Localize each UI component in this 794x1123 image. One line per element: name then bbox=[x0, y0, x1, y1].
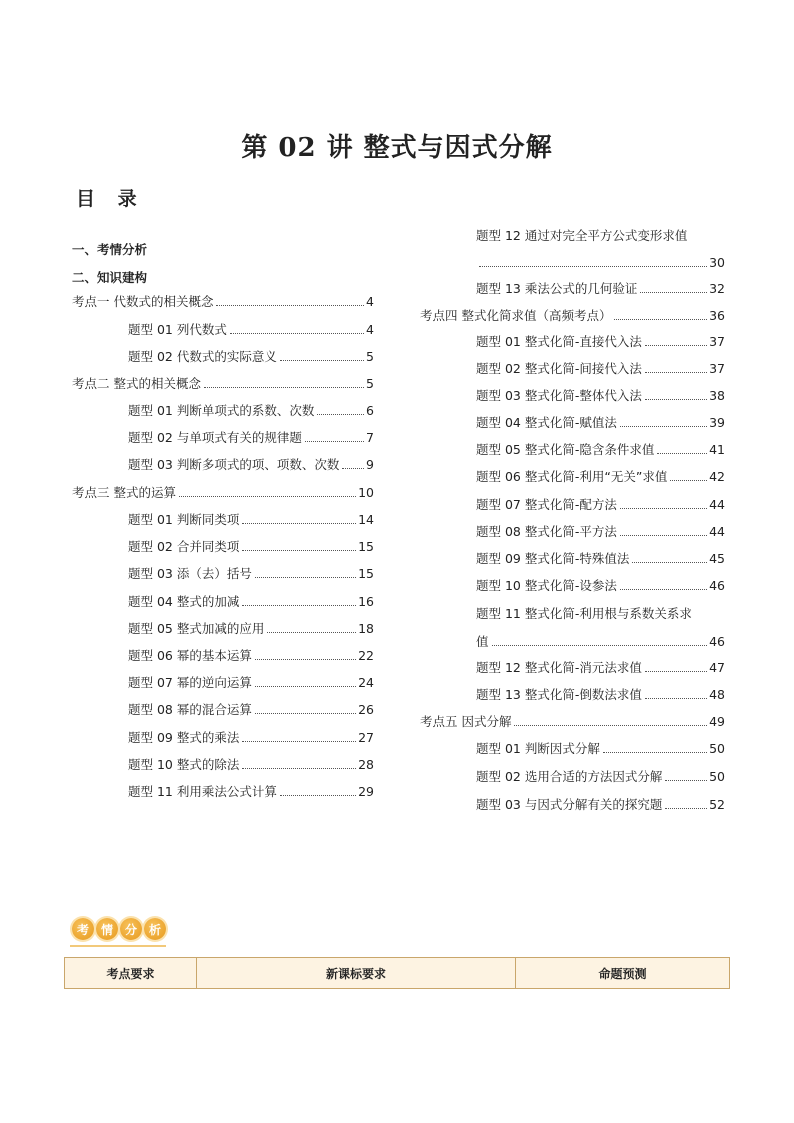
toc-leader-dots bbox=[614, 319, 707, 320]
toc-entry-label: 题型 02 整式化简-间接代入法 bbox=[476, 361, 642, 376]
toc-leader-dots bbox=[632, 562, 707, 563]
toc-page-number: 29 bbox=[358, 784, 374, 799]
toc-leader-dots bbox=[179, 496, 356, 497]
table-header-cell: 考点要求 bbox=[65, 958, 197, 989]
toc-entry-label: 题型 12 整式化简-消元法求值 bbox=[476, 660, 642, 675]
toc-page-number: 48 bbox=[709, 687, 725, 702]
toc-entry[interactable] bbox=[72, 780, 374, 800]
toc-leader-dots bbox=[514, 725, 707, 726]
toc-entry-label: 题型 05 整式加减的应用 bbox=[128, 621, 265, 636]
toc-entry-label: 考点四 整式化简求值（高频考点） bbox=[420, 308, 612, 323]
badge-char: 情 bbox=[96, 918, 118, 940]
toc-entry-label: 题型 03 整式化简-整体代入法 bbox=[476, 388, 642, 403]
badge-underline bbox=[70, 945, 166, 947]
toc-page-number: 22 bbox=[358, 648, 374, 663]
analysis-table bbox=[64, 957, 730, 989]
table-header-row bbox=[65, 958, 730, 989]
toc-page-number: 5 bbox=[366, 376, 374, 391]
toc-entry-label: 考点二 整式的相关概念 bbox=[72, 376, 201, 391]
toc-entry-label: 值 bbox=[476, 634, 489, 649]
toc-entry[interactable] bbox=[72, 481, 374, 501]
toc-page-number: 52 bbox=[709, 797, 725, 812]
toc-leader-dots bbox=[280, 795, 356, 796]
toc-leader-dots bbox=[645, 399, 707, 400]
toc-entry[interactable] bbox=[72, 562, 374, 582]
toc-leader-dots bbox=[665, 808, 707, 809]
toc-entry-label: 题型 03 判断多项式的项、项数、次数 bbox=[128, 457, 340, 472]
toc-entry-label: 题型 01 判断单项式的系数、次数 bbox=[128, 403, 315, 418]
toc-entry-label: 考点一 代数式的相关概念 bbox=[72, 294, 214, 309]
toc-entry-label: 考点三 整式的运算 bbox=[72, 485, 176, 500]
toc-leader-dots bbox=[645, 372, 707, 373]
toc-page-number: 38 bbox=[709, 388, 725, 403]
toc-leader-dots bbox=[640, 292, 707, 293]
toc-page-number: 5 bbox=[366, 349, 374, 364]
toc-entry[interactable] bbox=[420, 737, 725, 757]
toc-leader-dots bbox=[645, 345, 707, 346]
toc-page-number: 44 bbox=[709, 524, 725, 539]
toc-page-number: 15 bbox=[358, 566, 374, 581]
toc-leader-dots bbox=[670, 480, 707, 481]
toc-page-number: 39 bbox=[709, 415, 725, 430]
badge-char: 考 bbox=[72, 918, 94, 940]
toc-entry-label: 题型 09 整式化简-特殊值法 bbox=[476, 551, 630, 566]
toc-page-number: 32 bbox=[709, 281, 725, 296]
toc-leader-dots bbox=[479, 266, 707, 267]
toc-page-number: 7 bbox=[366, 430, 374, 445]
toc-entry[interactable] bbox=[420, 683, 725, 703]
toc-page-number: 42 bbox=[709, 469, 725, 484]
toc-entry[interactable] bbox=[72, 426, 374, 446]
toc-entry[interactable] bbox=[72, 590, 374, 610]
toc-entry[interactable] bbox=[72, 508, 374, 528]
badge-char: 分 bbox=[120, 918, 142, 940]
toc-page-number: 18 bbox=[358, 621, 374, 636]
toc-page-number: 4 bbox=[366, 322, 374, 337]
toc-page-number: 45 bbox=[709, 551, 725, 566]
toc-leader-dots bbox=[620, 589, 707, 590]
toc-entry-label: 考点五 因式分解 bbox=[420, 714, 512, 729]
toc-entry[interactable] bbox=[72, 266, 374, 286]
toc-page-number: 37 bbox=[709, 334, 725, 349]
toc-leader-dots bbox=[317, 414, 364, 415]
toc-page-number: 46 bbox=[709, 634, 725, 649]
toc-entry[interactable] bbox=[420, 574, 725, 594]
toc-page-number: 4 bbox=[366, 294, 374, 309]
toc-heading: 目 录 bbox=[76, 188, 145, 210]
toc-entry[interactable] bbox=[420, 277, 725, 297]
toc-page-number: 27 bbox=[358, 730, 374, 745]
toc-leader-dots bbox=[267, 632, 356, 633]
toc-entry[interactable] bbox=[72, 617, 374, 637]
toc-entry[interactable] bbox=[72, 399, 374, 419]
toc-entry-label: 题型 02 与单项式有关的规律题 bbox=[128, 430, 302, 445]
toc-entry-label: 题型 05 整式化简-隐含条件求值 bbox=[476, 442, 655, 457]
toc-page-number: 49 bbox=[709, 714, 725, 729]
toc-entry[interactable] bbox=[72, 644, 374, 664]
toc-entry-label: 题型 02 合并同类项 bbox=[128, 539, 240, 554]
toc-leader-dots bbox=[255, 577, 356, 578]
toc-leader-dots bbox=[242, 550, 356, 551]
toc-leader-dots bbox=[216, 305, 364, 306]
toc-entry[interactable] bbox=[72, 726, 374, 746]
toc-entry[interactable] bbox=[420, 304, 725, 324]
toc-entry[interactable] bbox=[420, 357, 725, 377]
toc-entry-label: 题型 01 判断同类项 bbox=[128, 512, 240, 527]
toc-entry-label: 题型 06 幂的基本运算 bbox=[128, 648, 252, 663]
toc-entry-label: 题型 04 整式的加减 bbox=[128, 594, 240, 609]
toc-entry[interactable] bbox=[420, 493, 725, 513]
toc-entry-label: 题型 04 整式化简-赋值法 bbox=[476, 415, 617, 430]
toc-entry[interactable] bbox=[420, 656, 725, 676]
toc-page-number: 14 bbox=[358, 512, 374, 527]
toc-leader-dots bbox=[645, 698, 707, 699]
toc-entry[interactable] bbox=[72, 671, 374, 691]
toc-page-number: 28 bbox=[358, 757, 374, 772]
toc-leader-dots bbox=[645, 671, 707, 672]
toc-entry[interactable] bbox=[72, 238, 374, 258]
toc-entry[interactable] bbox=[420, 224, 725, 244]
toc-leader-dots bbox=[620, 535, 707, 536]
toc-page-number: 50 bbox=[709, 769, 725, 784]
toc-leader-dots bbox=[204, 387, 364, 388]
toc-page-number: 10 bbox=[358, 485, 374, 500]
toc-entry-label: 题型 01 整式化简-直接代入法 bbox=[476, 334, 642, 349]
toc-entry[interactable] bbox=[72, 318, 374, 338]
toc-leader-dots bbox=[255, 659, 356, 660]
toc-entry[interactable] bbox=[72, 698, 374, 718]
toc-page-number: 47 bbox=[709, 660, 725, 675]
toc-entry-label: 题型 07 幂的逆向运算 bbox=[128, 675, 252, 690]
toc-entry-label: 题型 08 整式化简-平方法 bbox=[476, 524, 617, 539]
toc-entry[interactable] bbox=[420, 710, 725, 730]
toc-entry-label: 题型 11 利用乘法公式计算 bbox=[128, 784, 277, 799]
toc-entry[interactable] bbox=[420, 547, 725, 567]
toc-entry-label: 题型 01 判断因式分解 bbox=[476, 741, 600, 756]
toc-entry-label: 题型 09 整式的乘法 bbox=[128, 730, 240, 745]
toc-entry[interactable] bbox=[72, 345, 374, 365]
toc-entry-label: 一、考情分析 bbox=[72, 242, 148, 257]
toc-page-number: 44 bbox=[709, 497, 725, 512]
toc-entry-label: 题型 08 幂的混合运算 bbox=[128, 702, 252, 717]
toc-leader-dots bbox=[242, 768, 356, 769]
toc-leader-dots bbox=[255, 686, 356, 687]
page-title: 第 02 讲 整式与因式分解 bbox=[241, 133, 553, 163]
toc-entry[interactable] bbox=[420, 411, 725, 431]
toc-entry-label: 题型 03 添（去）括号 bbox=[128, 566, 252, 581]
toc-entry[interactable] bbox=[420, 793, 725, 813]
toc-leader-dots bbox=[242, 605, 356, 606]
toc-entry[interactable] bbox=[420, 438, 725, 458]
toc-leader-dots bbox=[230, 333, 364, 334]
badge-char: 析 bbox=[144, 918, 166, 940]
toc-entry-label: 题型 06 整式化简-利用“无关”求值 bbox=[476, 469, 668, 484]
toc-entry[interactable] bbox=[420, 330, 725, 350]
toc-entry-label: 二、知识建构 bbox=[72, 270, 148, 285]
toc-entry-label: 题型 13 乘法公式的几何验证 bbox=[476, 281, 638, 296]
toc-leader-dots bbox=[665, 780, 707, 781]
toc-entry[interactable] bbox=[420, 465, 725, 485]
toc-entry-label: 题型 12 通过对完全平方公式变形求值 bbox=[476, 228, 688, 243]
table-header-cell: 新课标要求 bbox=[197, 958, 516, 989]
toc-entry[interactable] bbox=[72, 535, 374, 555]
toc-page-number: 15 bbox=[358, 539, 374, 554]
toc-entry[interactable] bbox=[420, 520, 725, 540]
section-badge bbox=[72, 918, 166, 940]
toc-entry-label: 题型 02 选用合适的方法因式分解 bbox=[476, 769, 663, 784]
toc-page-number: 41 bbox=[709, 442, 725, 457]
toc-page-number: 37 bbox=[709, 361, 725, 376]
toc-page-number: 50 bbox=[709, 741, 725, 756]
toc-page-number: 36 bbox=[709, 308, 725, 323]
toc-entry-label: 题型 10 整式化简-设参法 bbox=[476, 578, 617, 593]
toc-leader-dots bbox=[620, 426, 707, 427]
toc-leader-dots bbox=[280, 360, 364, 361]
toc-entry[interactable] bbox=[420, 630, 725, 650]
toc-leader-dots bbox=[242, 523, 356, 524]
toc-entry-label: 题型 11 整式化简-利用根与系数关系求 bbox=[476, 606, 692, 621]
toc-entry[interactable] bbox=[420, 251, 725, 271]
toc-leader-dots bbox=[620, 508, 707, 509]
toc-page-number: 30 bbox=[709, 255, 725, 270]
toc-leader-dots bbox=[342, 468, 364, 469]
toc-page-number: 6 bbox=[366, 403, 374, 418]
toc-leader-dots bbox=[255, 713, 356, 714]
toc-leader-dots bbox=[657, 453, 707, 454]
toc-entry-label: 题型 07 整式化简-配方法 bbox=[476, 497, 617, 512]
toc-entry[interactable] bbox=[420, 384, 725, 404]
toc-leader-dots bbox=[492, 645, 708, 646]
toc-page-number: 26 bbox=[358, 702, 374, 717]
toc-page-number: 16 bbox=[358, 594, 374, 609]
toc-entry[interactable] bbox=[72, 290, 374, 310]
toc-entry[interactable] bbox=[420, 602, 725, 622]
toc-leader-dots bbox=[242, 741, 356, 742]
toc-entry[interactable] bbox=[72, 453, 374, 473]
toc-page-number: 9 bbox=[366, 457, 374, 472]
toc-leader-dots bbox=[603, 752, 707, 753]
toc-entry-label: 题型 03 与因式分解有关的探究题 bbox=[476, 797, 663, 812]
toc-page-number: 46 bbox=[709, 578, 725, 593]
toc-leader-dots bbox=[305, 441, 364, 442]
toc-page-number: 24 bbox=[358, 675, 374, 690]
table-header-cell: 命题预测 bbox=[516, 958, 730, 989]
toc-entry-label: 题型 13 整式化简-倒数法求值 bbox=[476, 687, 642, 702]
toc-entry[interactable] bbox=[72, 372, 374, 392]
toc-entry[interactable] bbox=[72, 753, 374, 773]
toc-entry-label: 题型 01 列代数式 bbox=[128, 322, 227, 337]
toc-entry-label: 题型 02 代数式的实际意义 bbox=[128, 349, 277, 364]
toc-entry-label: 题型 10 整式的除法 bbox=[128, 757, 240, 772]
toc-entry[interactable] bbox=[420, 765, 725, 785]
